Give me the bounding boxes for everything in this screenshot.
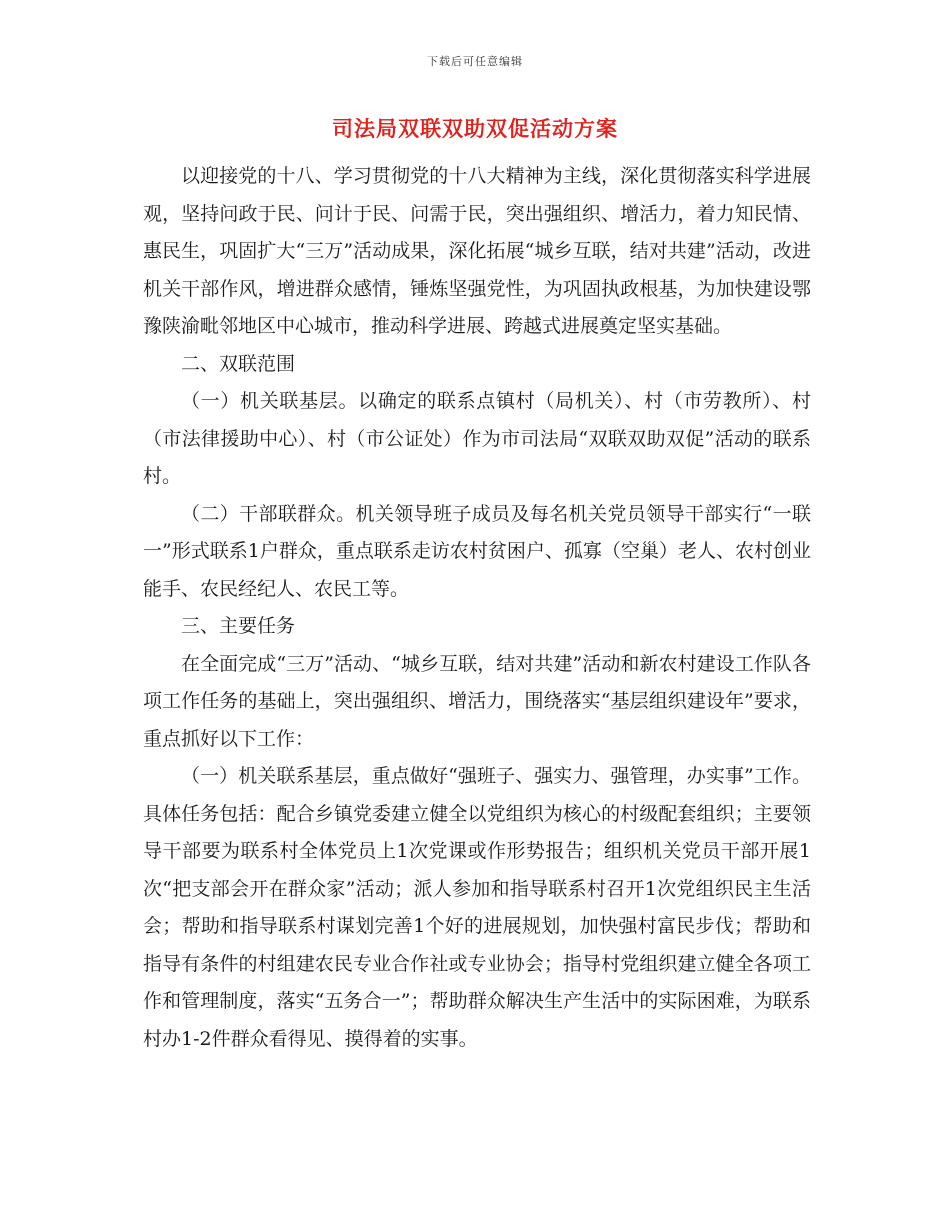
task-item-1: （一）机关联系基层，重点做好“强班子、强实力、强管理，办实事”工作。具体任务包括：配合乡镇党委建立健全以党组织为核心的村级配套组织；主要领导干部要为联系村全体党员上1次党课或作形势报告；组织机关党员干部开展1次“把支部会开在群众家”活动；派人参加和指导联系村召开1次党组织民主生活会；帮助和指导联系村谋划完善1个好的进展规划，加快强村富民步伐；帮助和指导有条件的村组建农民专业合作社或专业协会；指导村党组织建立健全各项工作和管理制度，落实“五务合一”；帮助群众解决生产生活中的实际困难，为联系村办1-2件群众看得见、摸得着的实事。 [143,765,811,1050]
document-body [143,158,811,1058]
header-note: 下载后可任意编辑 [427,55,523,68]
section-heading-tasks: 三、主要任务 [181,615,296,637]
document-title: 司法局双联双助双促活动方案 [332,116,618,141]
intro-paragraph: 以迎接党的十八、学习贯彻党的十八大精神为主线，深化贯彻落实科学进展观，坚持问政于民、问计于民、问需于民，突出强组织、增活力，着力知民情、惠民生，巩固扩大“三万”活动成果，深化拓展“城乡互联，结对共建”活动，改进机关干部作风，增进群众感情，锤炼坚强党性，为巩固执政根基，为加快建设鄂豫陕渝毗邻地区中心城市，推动科学进展、跨越式进展奠定坚实基础。 [143,165,811,337]
tasks-intro-paragraph: 在全面完成“三万”活动、“城乡互联，结对共建”活动和新农村建设工作队各项工作任务的基础上，突出强组织、增活力，围绕落实“基层组织建设年”要求，重点抓好以下工作： [143,652,811,750]
scope-item-2: （二）干部联群众。机关领导班子成员及每名机关党员领导干部实行“一联一”形式联系1户群众，重点联系走访农村贫困户、孤寡（空巢）老人、农村创业能手、农民经纪人、农民工等。 [143,502,811,600]
section-heading-scope: 二、双联范围 [181,352,296,375]
scope-item-1: （一）机关联基层。以确定的联系点镇村（局机关）、村（市劳教所）、村（市法律援助中心）、村（市公证处）作为市司法局“双联双助双促”活动的联系村。 [143,390,811,487]
